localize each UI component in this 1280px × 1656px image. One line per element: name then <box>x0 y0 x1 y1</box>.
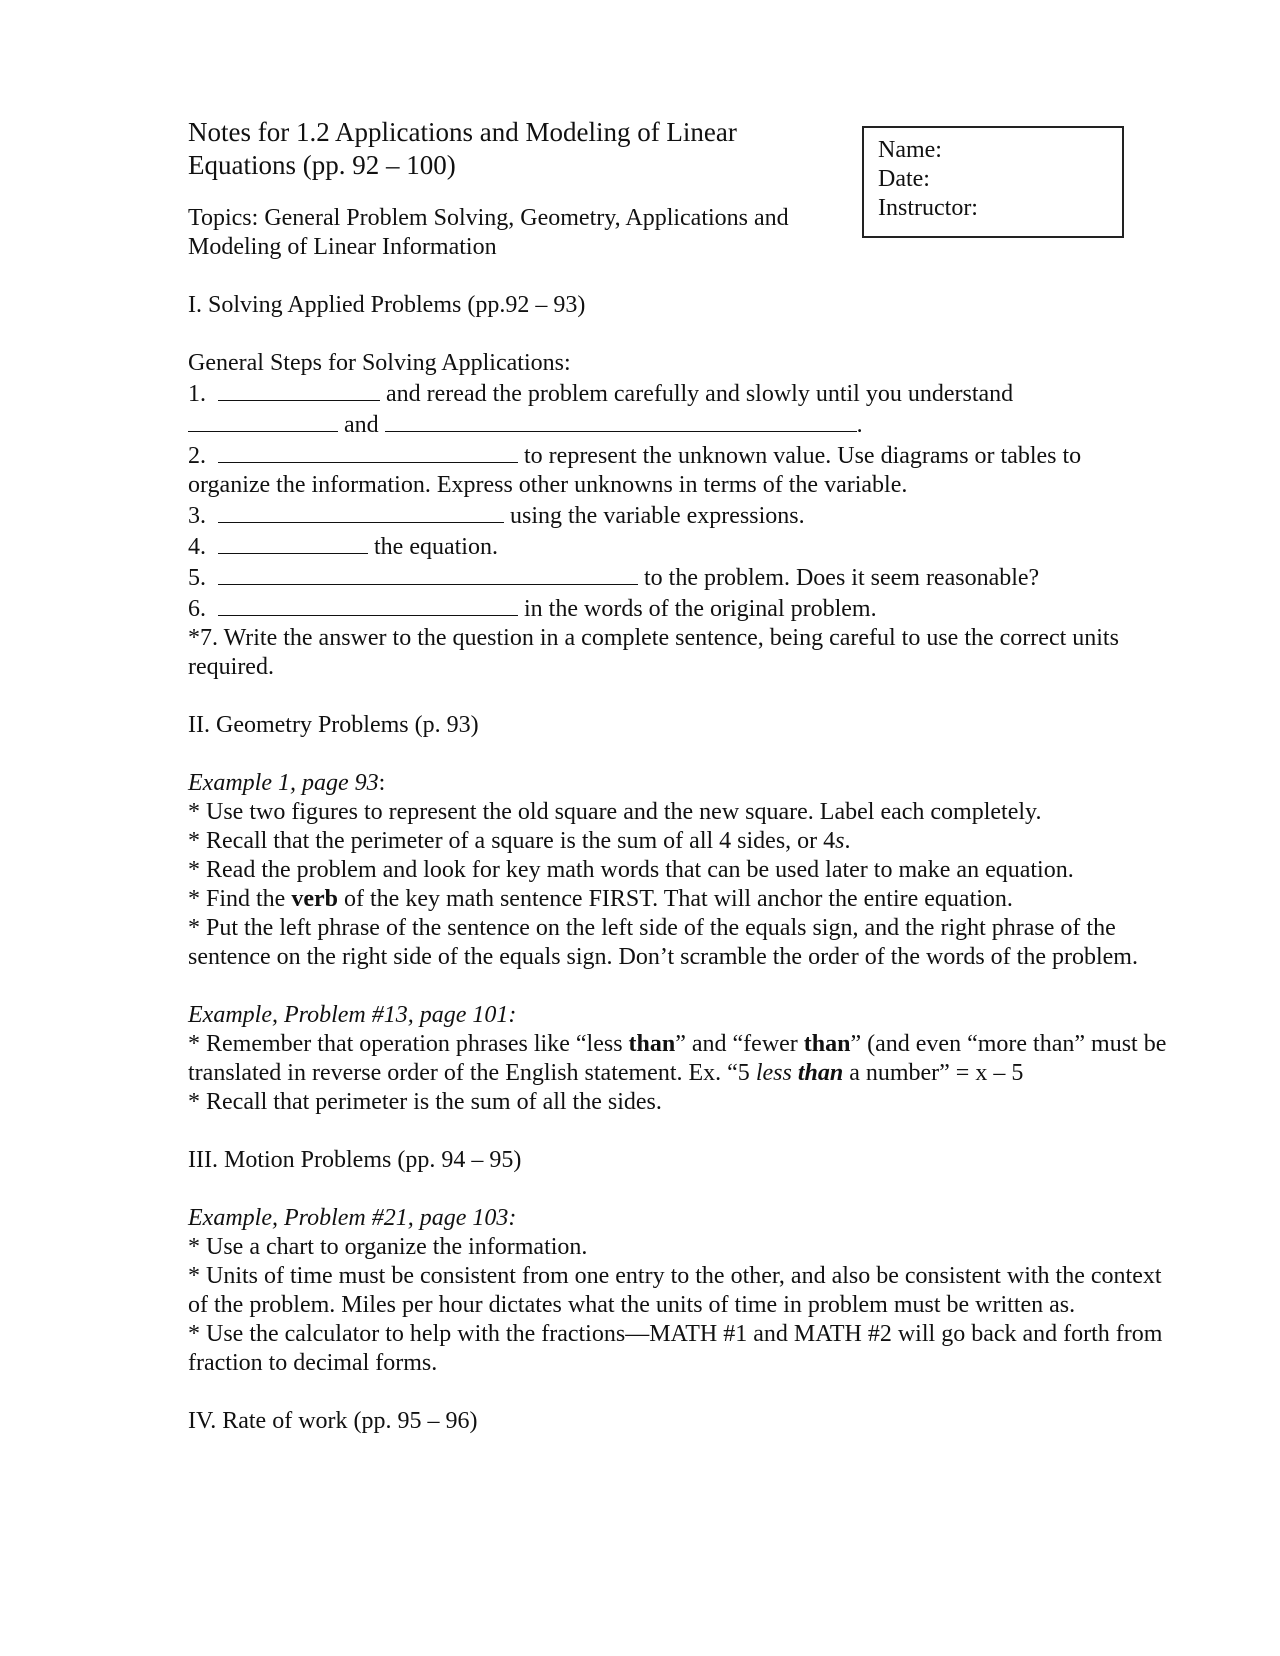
step-2: 2. to represent the unknown value. Use diagrams or tables to <box>188 440 1168 471</box>
fill-blank[interactable] <box>218 562 638 585</box>
step-4: 4. the equation. <box>188 531 1168 562</box>
example1-heading: Example 1, page 93: <box>188 770 386 796</box>
step-2-continued: organize the information. Express other unknowns in terms of the variable. <box>188 472 908 498</box>
bullet-item: * Put the left phrase of the sentence on the left side of the equals sign, and the right phrase of the sentence on the right side of the equals sign. Don’t scramble the order of the words of the problem. <box>188 915 1138 970</box>
fill-blank[interactable] <box>218 500 504 523</box>
fill-blank[interactable] <box>188 409 338 432</box>
bullet-item: * Units of time must be consistent from one entry to the other, and also be consistent with the context of the problem. Miles per hour dictates what the units of time in problem must be written as. <box>188 1263 1162 1318</box>
bullet-item: * Recall that perimeter is the sum of all the sides. <box>188 1089 662 1115</box>
topics-text: Topics: General Problem Solving, Geometry, Applications and Modeling of Linear Information <box>188 205 789 260</box>
bullet-item: * Read the problem and look for key math words that can be used later to make an equation. <box>188 857 1074 883</box>
step-5: 5. to the problem. Does it seem reasonable? <box>188 562 1168 593</box>
bullet-item: * Use two figures to represent the old square and the new square. Label each completely. <box>188 799 1042 825</box>
step-6: 6. in the words of the original problem. <box>188 593 1168 624</box>
bullet-item: * Use a chart to organize the information. <box>188 1234 588 1260</box>
steps-heading: General Steps for Solving Applications: <box>188 350 571 376</box>
bullet-item: * Remember that operation phrases like “less than” and “fewer than” (and even “more than” must be translated in reverse order of the English statement. Ex. “5 less than a number” = x – 5 <box>188 1031 1167 1086</box>
step-7: *7. Write the answer to the question in a complete sentence, being careful to use the correct units required. <box>188 625 1119 680</box>
fill-blank[interactable] <box>218 378 380 401</box>
name-label: Name: <box>878 137 942 163</box>
section3-heading: III. Motion Problems (pp. 94 – 95) <box>188 1147 522 1173</box>
step-3: 3. using the variable expressions. <box>188 500 1168 531</box>
fill-blank[interactable] <box>218 593 518 616</box>
date-label: Date: <box>878 166 930 192</box>
fill-blank[interactable] <box>218 531 368 554</box>
section1-heading: I. Solving Applied Problems (pp.92 – 93) <box>188 292 586 318</box>
step-1-continued: and . <box>188 409 1168 440</box>
fill-blank[interactable] <box>385 409 857 432</box>
bullet-item: * Use the calculator to help with the fractions—MATH #1 and MATH #2 will go back and forth from fraction to decimal forms. <box>188 1321 1163 1376</box>
example3-heading: Example, Problem #21, page 103: <box>188 1205 517 1231</box>
bullet-item: * Recall that the perimeter of a square is the sum of all 4 sides, or 4s. <box>188 828 851 854</box>
bullet-item: * Find the verb of the key math sentence FIRST. That will anchor the entire equation. <box>188 886 1013 912</box>
step-1: 1. and reread the problem carefully and slowly until you understand <box>188 378 1168 409</box>
instructor-label: Instructor: <box>878 195 978 221</box>
section2-heading: II. Geometry Problems (p. 93) <box>188 712 479 738</box>
page-title: Notes for 1.2 Applications and Modeling of Linear Equations (pp. 92 – 100) <box>188 117 737 180</box>
fill-blank[interactable] <box>218 440 518 463</box>
notes-page <box>188 116 1168 1436</box>
section4-heading: IV. Rate of work (pp. 95 – 96) <box>188 1408 478 1434</box>
step-number: 1. <box>188 381 206 407</box>
example2-heading: Example, Problem #13, page 101: <box>188 1002 517 1028</box>
